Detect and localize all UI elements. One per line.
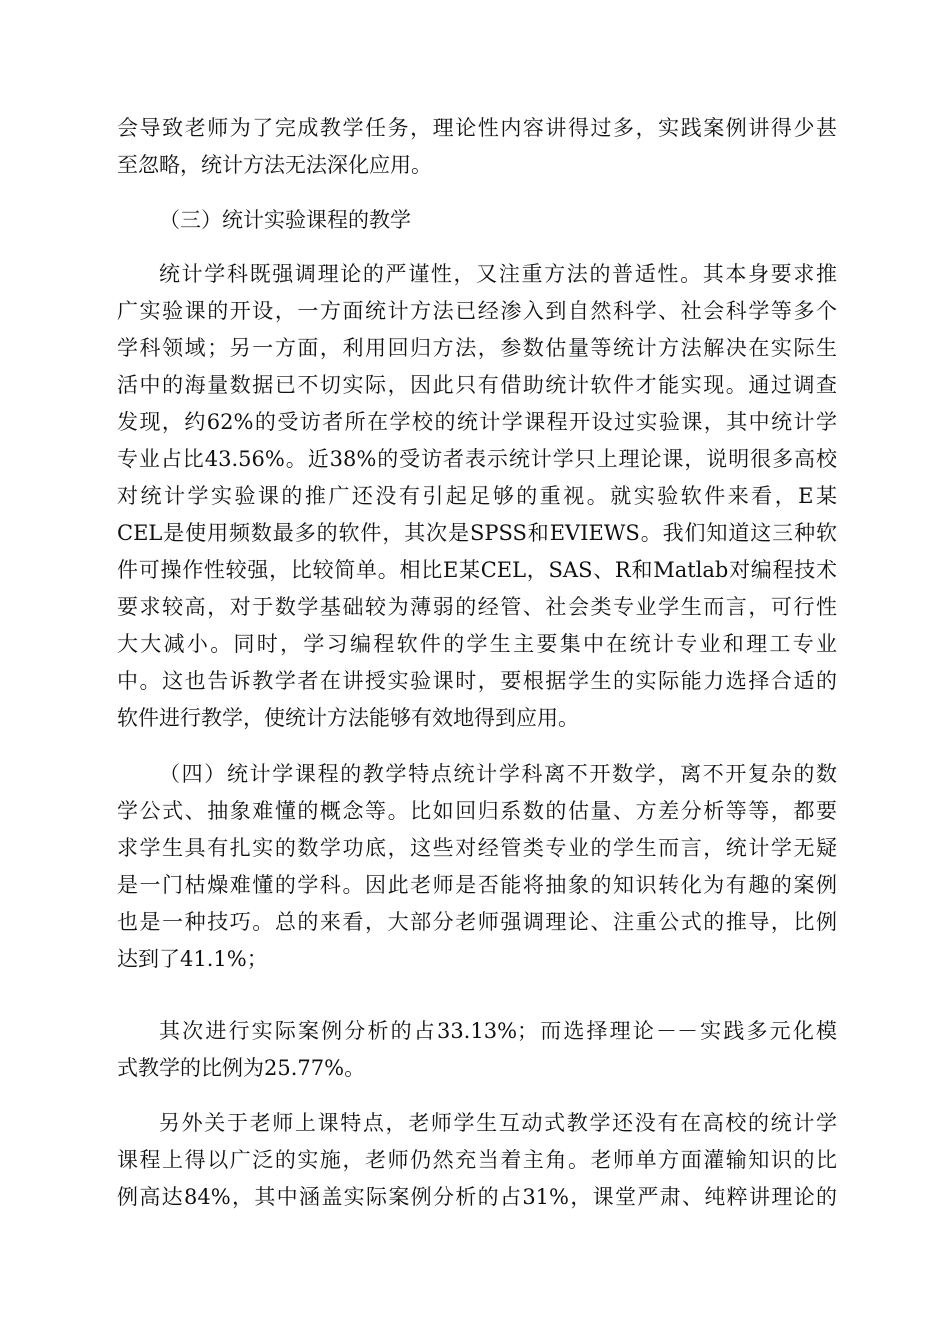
text-line: （四）统计学课程的教学特点统计学科离不开数学，离不开复杂的数 [159,762,837,786]
section-heading-text: （三）统计实验课程的教学 [159,208,411,232]
text-line: 件可操作性较强，比较简单。相比E某CEL，SAS、R和Matlab对编程技术 [117,558,837,582]
paragraph-case-analysis [117,1013,837,1087]
text-line: 达到了41.1%； [117,947,268,971]
text-line: 广实验课的开设，一方面统计方法已经渗入到自然科学、社会科学等多个 [117,299,837,323]
section-heading [117,202,837,239]
text-line: 活中的海量数据已不切实际，因此只有借助统计软件才能实现。通过调查 [117,373,837,397]
paragraph-teacher-features [117,1105,837,1216]
text-line: 求学生具有扎实的数学功底，这些对经管类专业的学生而言，统计学无疑 [117,836,837,860]
text-line: 课程上得以广泛的实施，老师仍然充当着主角。老师单方面灌输知识的比 [117,1148,837,1172]
text-line: 发现，约62%的受访者所在学校的统计学课程开设过实验课，其中统计学 [117,410,837,434]
text-line: 另外关于老师上课特点，老师学生互动式教学还没有在高校的统计学 [159,1111,837,1135]
text-line: 也是一种技巧。总的来看，大部分老师强调理论、注重公式的推导，比例 [117,910,837,934]
text-line: 大大减小。同时，学习编程软件的学生主要集中在统计专业和理工专业 [117,632,837,656]
text-line: 会导致老师为了完成教学任务，理论性内容讲得过多，实践案例讲得少甚 [117,116,837,140]
text-line: CEL是使用频数最多的软件，其次是SPSS和EVIEWS。我们知道这三种软 [117,521,837,545]
text-line: 软件进行教学，使统计方法能够有效地得到应用。 [117,706,579,730]
text-line: 至忽略，统计方法无法深化应用。 [117,153,432,177]
text-line: 中。这也告诉教学者在讲授实验课时，要根据学生的实际能力选择合适的 [117,669,837,693]
text-line: 其次进行实际案例分析的占33.13%；而选择理论－－实践多元化模 [159,1019,837,1043]
text-line: 式教学的比例为25.77%。 [117,1056,366,1080]
text-line: 是一门枯燥难懂的学科。因此老师是否能将抽象的知识转化为有趣的案例 [117,873,837,897]
text-line: 要求较高，对于数学基础较为薄弱的经管、社会类专业学生而言，可行性 [117,595,837,619]
text-line: 统计学科既强调理论的严谨性，又注重方法的普适性。其本身要求推 [159,262,837,286]
text-line: 例高达84%，其中涵盖实际案例分析的占31%，课堂严肃、纯粹讲理论的 [117,1185,837,1209]
text-line: 学公式、抽象难懂的概念等。比如回归系数的估量、方差分析等等，都要 [117,799,837,823]
text-line: 学科领域；另一方面，利用回归方法，参数估量等统计方法解决在实际生 [117,336,837,360]
paragraph-continuation [117,110,837,184]
text-line: 对统计学实验课的推广还没有引起足够的重视。就实验软件来看，E某 [117,484,837,508]
text-line: 专业占比43.56%。近38%的受访者表示统计学只上理论课，说明很多高校 [117,447,837,471]
paragraph-teaching-features [117,756,837,978]
paragraph-experiment-courses [117,256,837,737]
